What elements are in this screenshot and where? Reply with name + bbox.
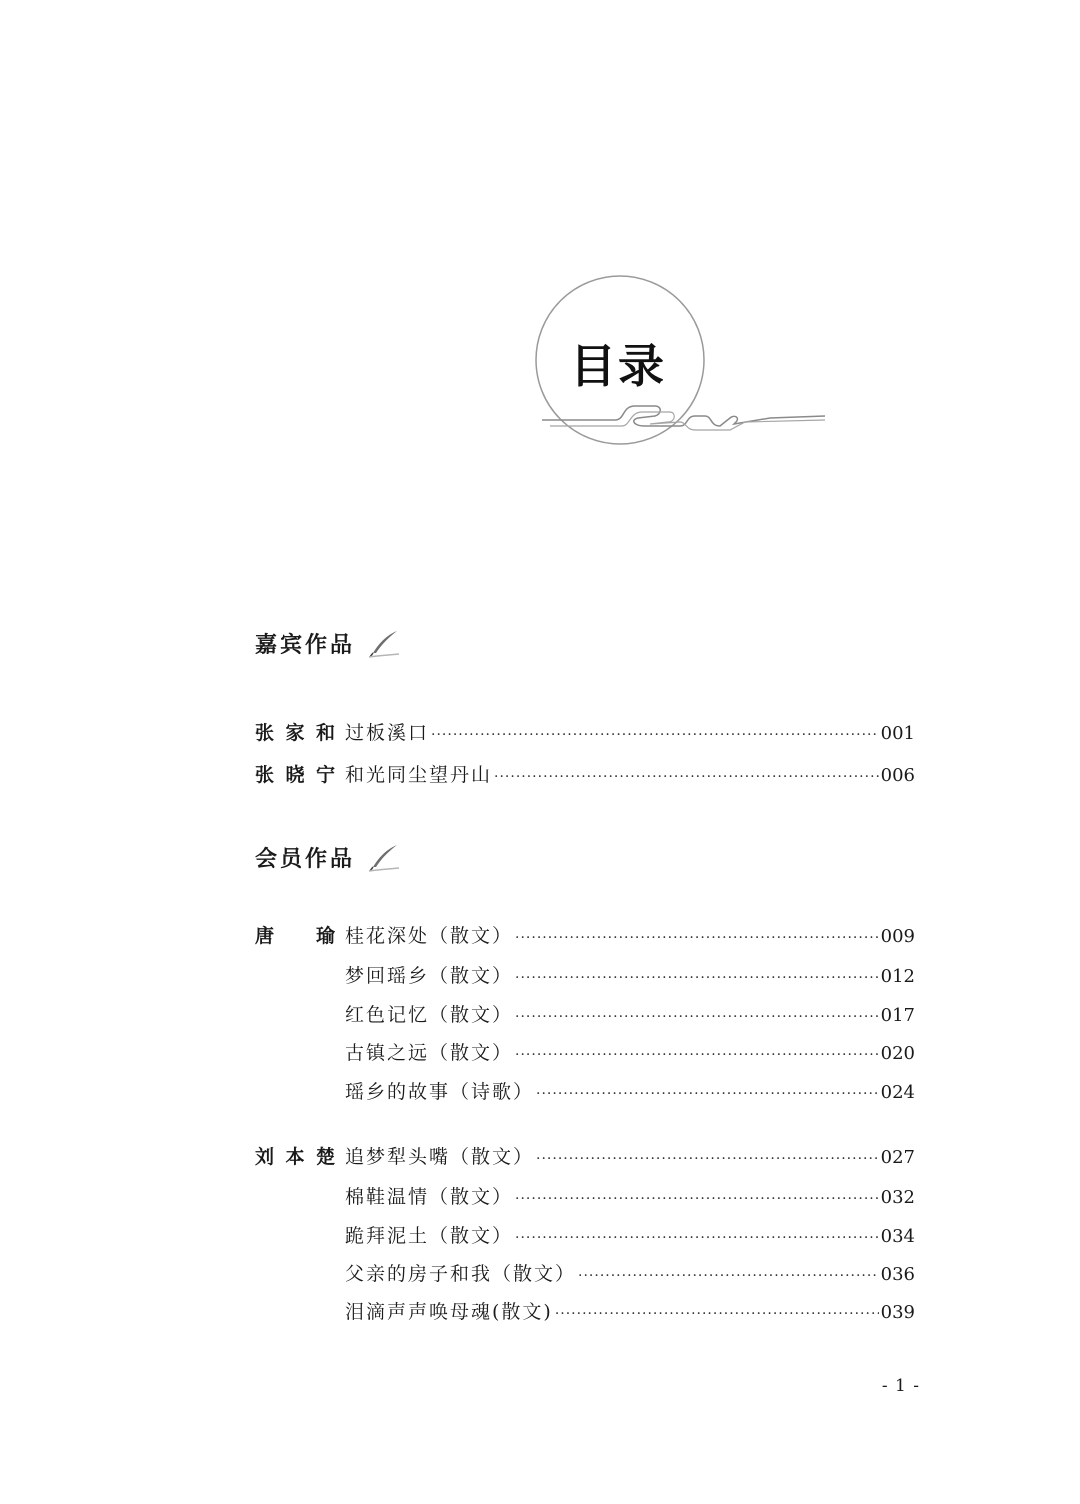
entry-page: 017: [880, 1005, 915, 1026]
title-block: [530, 270, 840, 460]
entry-page: 034: [880, 1226, 915, 1247]
entry-page: 001: [880, 723, 915, 744]
entry-page: 012: [880, 966, 915, 987]
toc-entry[interactable]: [345, 1297, 915, 1324]
dot-leader: [431, 727, 879, 743]
author-name: 张 家 和: [255, 722, 335, 744]
toc-entry[interactable]: [345, 1221, 915, 1248]
toc-entry[interactable]: [345, 961, 915, 988]
dot-leader: [515, 1009, 879, 1025]
entry-page: 020: [880, 1043, 915, 1064]
dot-leader: [515, 970, 879, 986]
toc-entry[interactable]: [345, 1182, 915, 1209]
entry-title: 父亲的房子和我（散文）: [345, 1263, 577, 1285]
dot-leader: [536, 1151, 879, 1167]
entry-title: 棉鞋温情（散文）: [345, 1186, 514, 1208]
entry-page: 039: [880, 1302, 915, 1323]
toc-entry[interactable]: [345, 1000, 915, 1027]
dot-leader: [515, 1191, 879, 1207]
entry-title: 和光同尘望丹山: [345, 764, 493, 786]
author-name: 刘 本 楚: [255, 1146, 335, 1168]
entry-page: 006: [880, 765, 915, 786]
dot-leader: [555, 1306, 879, 1322]
toc-entry[interactable]: [345, 1142, 915, 1169]
toc-entry[interactable]: [345, 1259, 915, 1286]
dot-leader: [515, 1047, 879, 1063]
dot-leader: [494, 769, 879, 785]
section-heading-members: [255, 842, 401, 873]
toc-entry[interactable]: [345, 718, 915, 745]
dot-leader: [515, 930, 879, 946]
page-number: - 1 -: [881, 1376, 920, 1396]
entry-page: 032: [880, 1187, 915, 1208]
entry-page: 036: [880, 1264, 915, 1285]
author-name: 唐 瑜: [255, 925, 335, 947]
author-name: 张 晓 宁: [255, 764, 335, 786]
entry-title: 梦回瑶乡（散文）: [345, 965, 514, 987]
entry-title: 泪滴声声唤母魂(散文): [345, 1301, 553, 1323]
quill-pen-icon: [367, 843, 401, 873]
section-heading-guests: [255, 628, 401, 659]
entry-page: 027: [880, 1147, 915, 1168]
entry-title: 过板溪口: [345, 722, 430, 744]
entry-title: 古镇之远（散文）: [345, 1042, 514, 1064]
entry-title: 追梦犁头嘴（散文）: [345, 1146, 535, 1168]
toc-entry[interactable]: [345, 921, 915, 948]
entry-title: 桂花深处（散文）: [345, 925, 514, 947]
toc-entry[interactable]: [345, 1077, 915, 1104]
dot-leader: [536, 1086, 879, 1102]
entry-title: 红色记忆（散文）: [345, 1004, 514, 1026]
page-title: 目录: [570, 339, 666, 393]
section-heading-label: 嘉宾作品: [255, 632, 356, 658]
entry-title: 跪拜泥土（散文）: [345, 1225, 514, 1247]
entry-page: 024: [880, 1082, 915, 1103]
toc-entry[interactable]: [345, 1038, 915, 1065]
dot-leader: [515, 1230, 879, 1246]
quill-pen-icon: [367, 629, 401, 659]
section-heading-label: 会员作品: [255, 846, 356, 872]
entry-page: 009: [880, 926, 915, 947]
entry-title: 瑶乡的故事（诗歌）: [345, 1081, 535, 1103]
toc-entry[interactable]: [345, 760, 915, 787]
dot-leader: [578, 1268, 879, 1284]
